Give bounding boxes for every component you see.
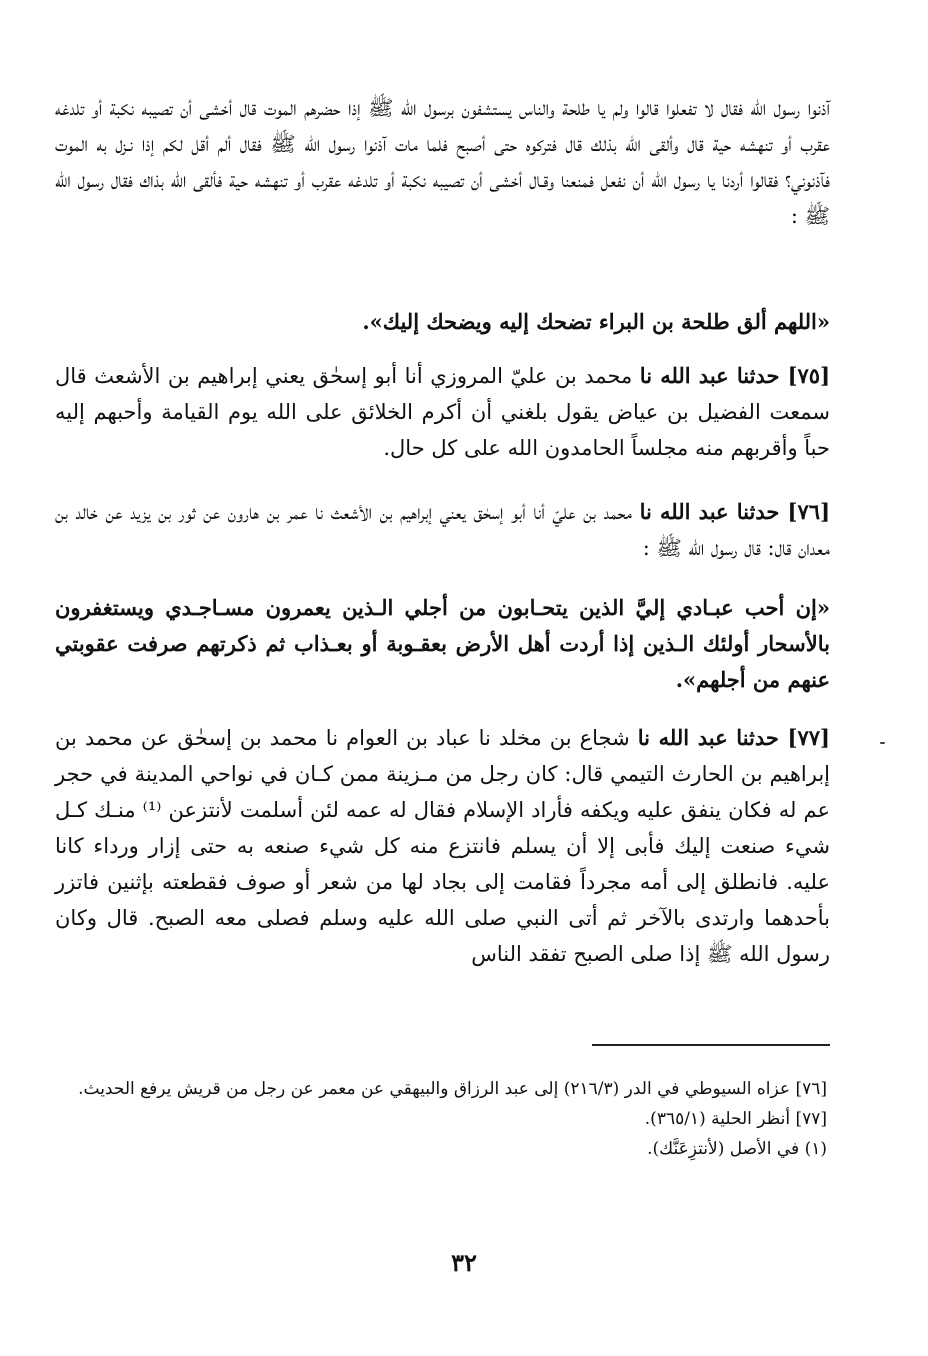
- paragraph-77: [55, 720, 830, 972]
- hadith-text: «إن أحب عبـادي إليَّ الذين يتحـابون من أجلي الـذين يعمرون مسـاجـدي ويستغفرون بالأسحار أولئك الـذين إذا أردت أهل الأرض بعقـوبة أو بعـذاب ثم ذكرتهم صرفت عقوبتي عنهم من أجلهم».: [55, 595, 830, 692]
- paragraph-text: آذنوا رسول الله فقال لا تفعلوا قالوا ولم يا طلحة والناس يستشفون برسول الله ﷺ إذا حضرهم الموت قال أخشى أن تصيبه نكبة أو تلدغه عقرب أو تنهشه حية قال وألقى الله بذلك قال فتركوه حتى أصبح فلما مات آذنوا رسول الله ﷺ فقال ألم أقل لكم إذا نـزل به الموت فآذنوني؟ فقالوا أردنا يا رسول الله أن نفعل فمنعنا وقـال أخشى أن تصيبه نكبة أو تلدغه عقرب أو تنهشه حية فألقى الله بذاك فقال رسول الله ﷺ :: [55, 96, 830, 228]
- footnotes: [45, 1074, 827, 1164]
- paragraph-text: محمد بن عليّ المروزي أنا أبو إسحٰق يعني إبراهيم بن الأشعث قال سمعت الفضيل بن عياض يقول بلغني أن أكرم الخلائق على الله يوم القيامة وأحبهم إليه حباً وأقربهم منه مجلساً الحامدون الله على كل حال.: [55, 364, 830, 460]
- isnad-lead: [٧٧] حدثنا عبد الله نا: [637, 725, 830, 750]
- footnote-divider: [592, 1044, 830, 1046]
- footnote: (١) في الأصل (لأنتزِعَنَّك).: [647, 1139, 827, 1159]
- paragraph-text: محمد بن عليّ أنا أبو إسحٰق يعني إبراهيم بن الأشعث نا عمر بن هارون عن ثور بن يزيد عن خالد بن معدان قال: قال رسول الله ﷺ :: [55, 500, 830, 560]
- hadith-quote-talha: [55, 304, 830, 340]
- hadith-quote-beloved: [55, 590, 830, 698]
- isnad-lead: [٧٥] حدثنا عبد الله نا: [639, 363, 831, 388]
- paragraph-continuation: [55, 90, 830, 234]
- scan-speck: [880, 742, 885, 744]
- paragraph-75: [55, 358, 830, 466]
- footnote: [٧٧] أنظر الحلية (٣٦٥/١).: [644, 1109, 827, 1129]
- hadith-text: «اللهم ألق طلحة بن البراء تضحك إليه ويضحك إليك».: [362, 309, 830, 334]
- footnote: [٧٦] عزاه السيوطي في الدر (٢١٦/٣) إلى عبد الرزاق والبيهقي عن معمر عن رجل من قريش يرفع الحديث.: [78, 1079, 827, 1099]
- page-number: ٣٢: [451, 1248, 477, 1277]
- isnad-lead: [٧٦] حدثنا عبد الله نا: [639, 499, 830, 524]
- paragraph-76: [55, 494, 830, 566]
- paragraph-text: شجاع بن مخلد نا عباد بن العوام نا محمد بن إسحٰق عن محمد بن إبراهيم بن الحارث التيمي قال: كان رجل من مـزينة ممن كـان في نواحي المدينة في حجر عم له فكان ينفق عليه ويكفه فأراد الإسلام فقال له عمه لئن أسلمت لأنتزعن ⁽¹⁾ منـك كـل شيء صنعت إليك فأبى إلا أن يسلم فانتزع منه كل شيء صنعه به حتى إزار ورداء كانا عليه. فانطلق إلى أمه مجرداً فقامت إلى بجاد لها من شعر أو صوف فقطعته بإثنين فاتزر بأحدهما وارتدى بالآخر ثم أتى النبي صلى الله عليه وسلم فصلى معه الصبح. قال وكان رسول الله ﷺ إذا صلى الصبح تفقد الناس: [55, 726, 830, 966]
